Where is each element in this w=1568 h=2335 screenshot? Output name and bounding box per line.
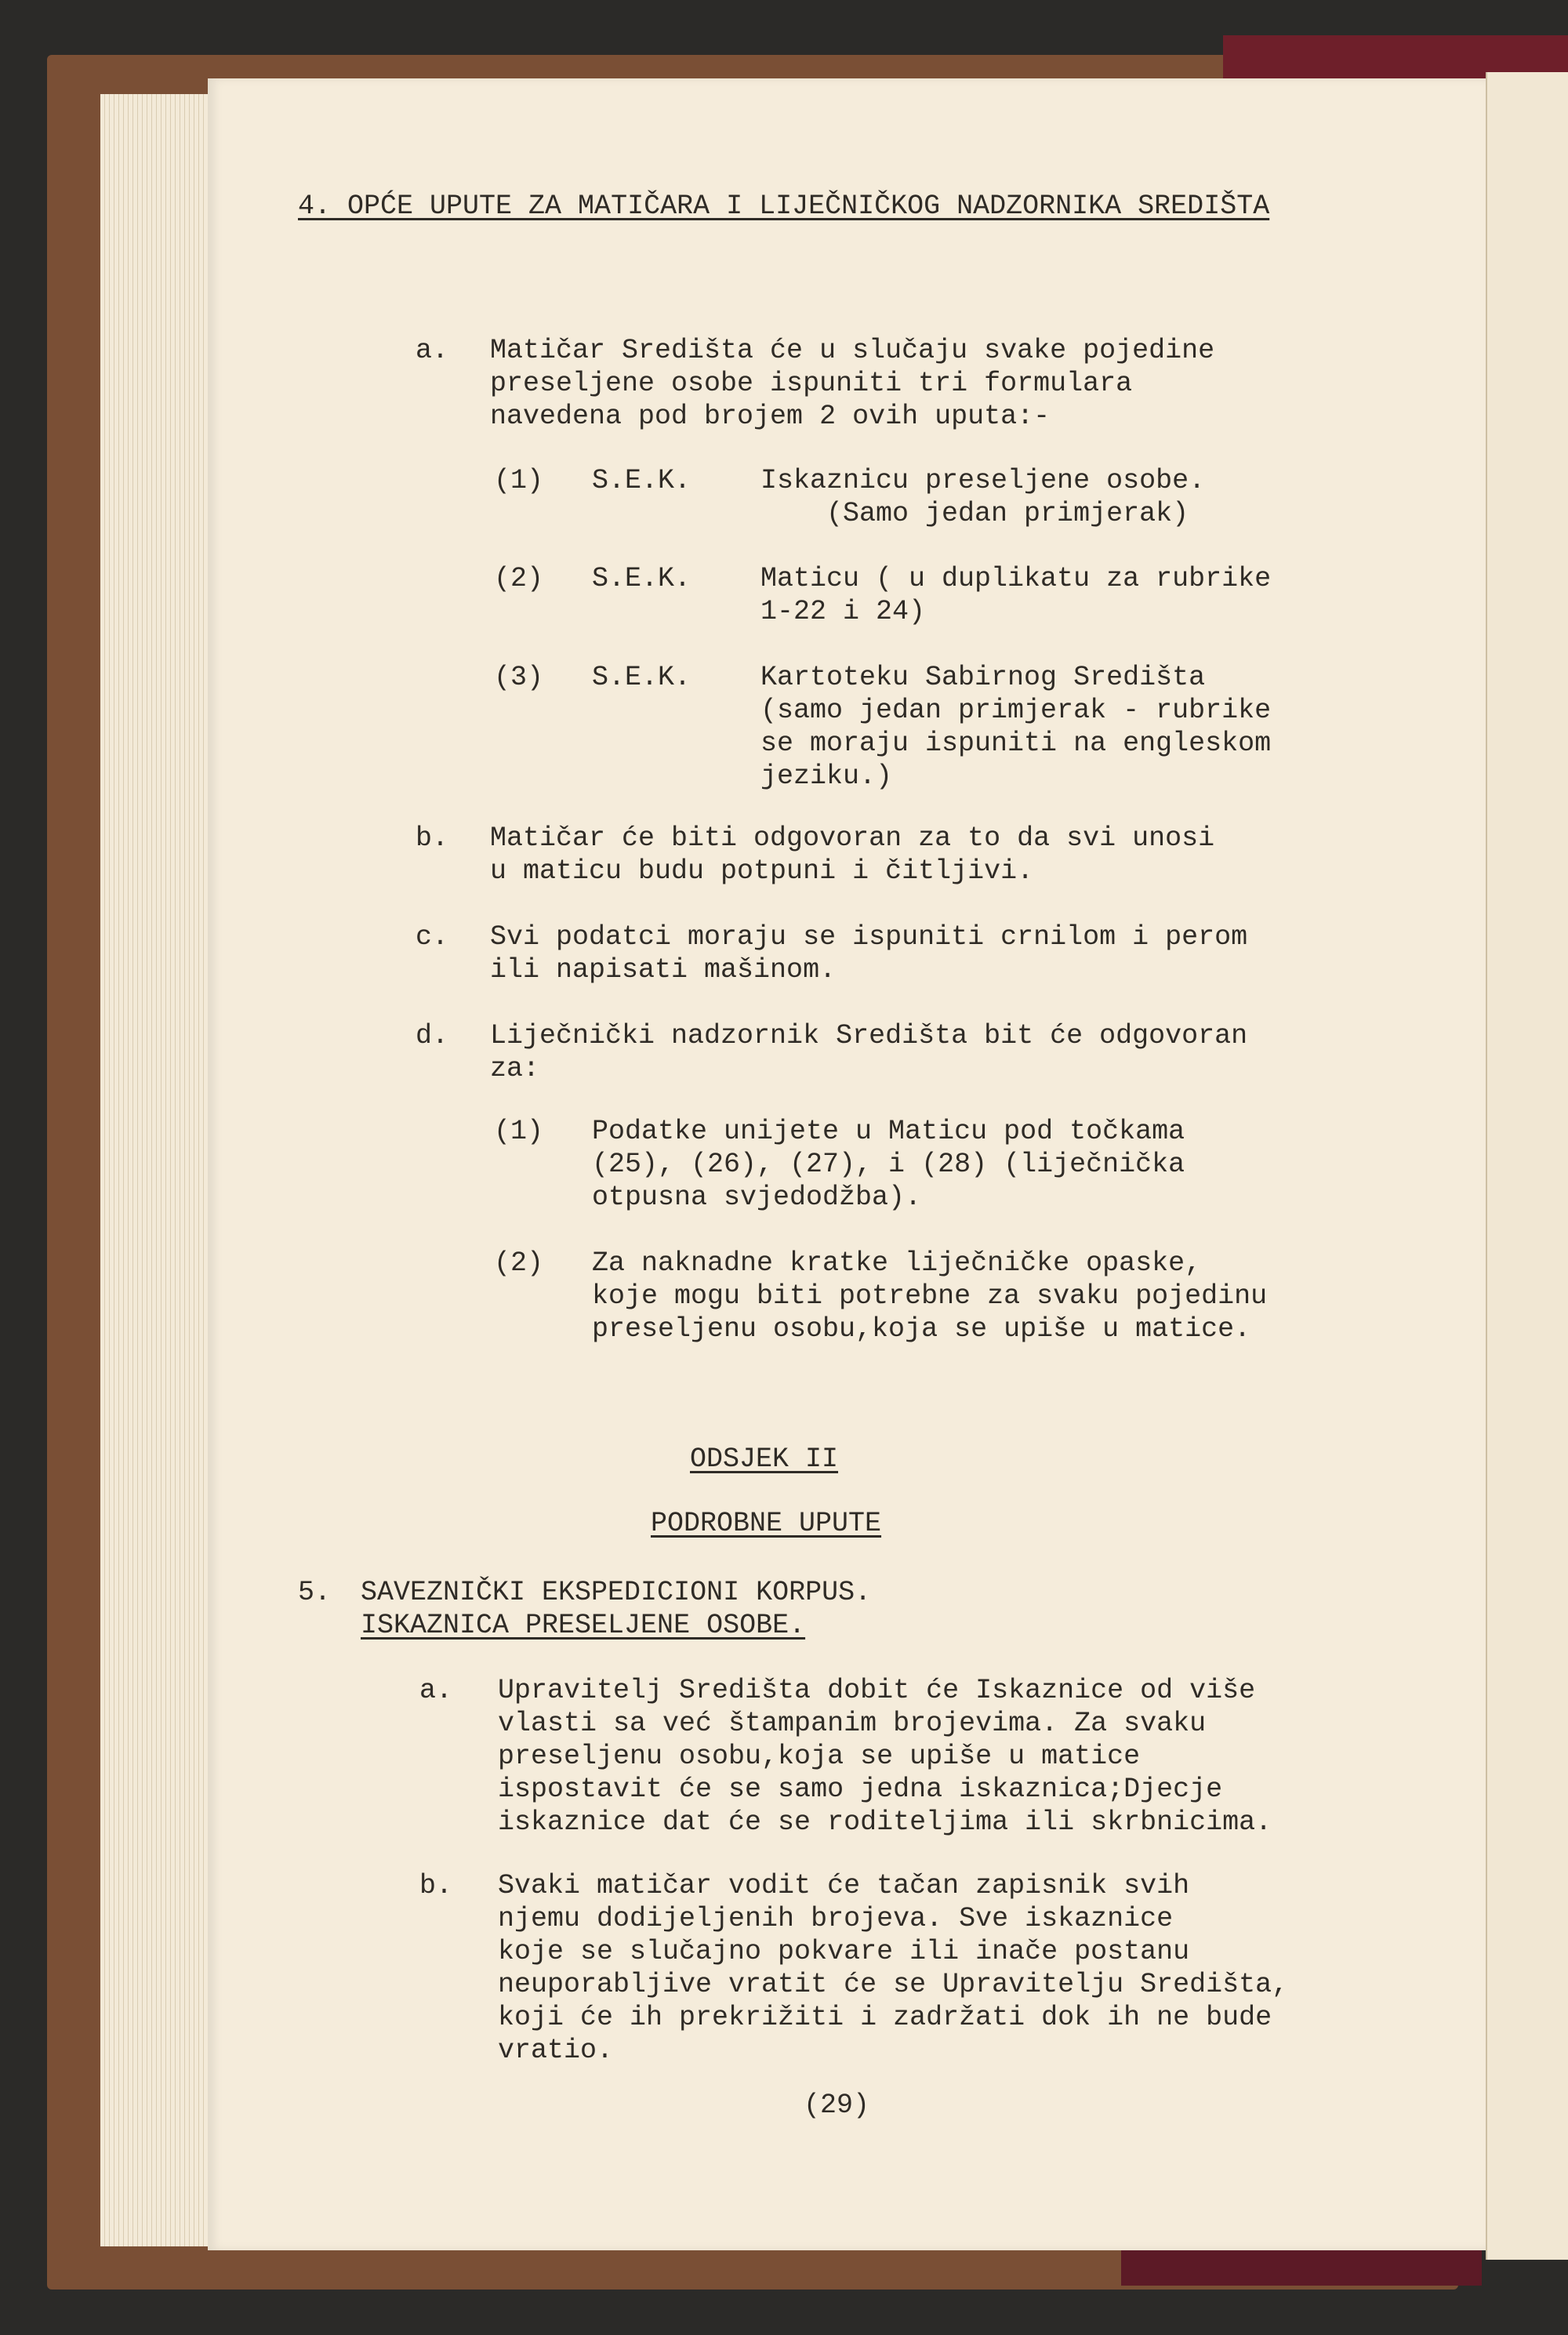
form-3-desc: Kartoteku Sabirnog Središta (samo jedan primjerak - rubrike se moraju ispuniti na engleskom jeziku.): [760, 662, 1272, 792]
item-5a-marker: a.: [419, 1675, 453, 1706]
section-5-number: 5.: [298, 1577, 332, 1608]
item-d-marker: d.: [416, 1020, 449, 1051]
item-5b-marker: b.: [419, 1870, 453, 1901]
item-d2-number: (2): [494, 1247, 544, 1279]
item-d-text: Liječnički nadzornik Središta bit će odgovoran za:: [490, 1020, 1248, 1084]
item-a-text: Matičar Središta će u slučaju svake pojedine preseljene osobe ispuniti tri formulara navedena pod brojem 2 ovih uputa:-: [490, 335, 1215, 432]
facing-page: [1486, 72, 1568, 2260]
form-2-code: S.E.K.: [592, 563, 691, 594]
page-number: (29): [804, 2090, 870, 2121]
section-5-heading-line1: SAVEZNIČKI EKSPEDICIONI KORPUS.: [361, 1577, 872, 1608]
item-d1-number: (1): [494, 1116, 544, 1147]
form-1-number: (1): [494, 465, 544, 496]
item-5b-text: Svaki matičar vodit će tačan zapisnik svih njemu dodijeljenih brojeva. Sve iskaznice koje se slučajno pokvare ili inače postanu neuporabljive vratit će se Upravitelju Središta, koji će ih prekrižiti i zadržati dok ih ne bude vratio.: [498, 1870, 1289, 2066]
document-page: [208, 78, 1486, 2250]
form-1-desc: Iskaznicu preseljene osobe. (Samo jedan primjerak): [760, 465, 1206, 529]
form-2-desc: Maticu ( u duplikatu za rubrike 1-22 i 24): [760, 563, 1272, 627]
form-1-code: S.E.K.: [592, 465, 691, 496]
section-title: ODSJEK II: [690, 1443, 839, 1475]
section-5-heading-line2: ISKAZNICA PRESELJENE OSOBE.: [361, 1610, 806, 1641]
item-d1-text: Podatke unijete u Maticu pod točkama (25), (26), (27), i (28) (liječnička otpusna svjedodžba).: [592, 1116, 1185, 1213]
item-5a-text: Upravitelj Središta dobit će Iskaznice od više vlasti sa već štampanim brojevima. Za svaku preseljenu osobu,koja se upiše u matice ispostavit će se samo jedna iskaznica;Djecje iskaznice dat će se roditeljima ili skrbnicima.: [498, 1675, 1272, 1838]
form-2-number: (2): [494, 563, 544, 594]
form-3-number: (3): [494, 662, 544, 693]
item-b-marker: b.: [416, 823, 449, 854]
section-4-heading: 4. OPĆE UPUTE ZA MATIČARA I LIJEČNIČKOG NADZORNIKA SREDIŠTA: [298, 191, 1270, 222]
item-c-text: Svi podatci moraju se ispuniti crnilom i perom ili napisati mašinom.: [490, 921, 1248, 986]
section-subtitle: PODROBNE UPUTE: [651, 1508, 882, 1539]
item-b-text: Matičar će biti odgovoran za to da svi unosi u maticu budu potpuni i čitljivi.: [490, 823, 1215, 887]
item-c-marker: c.: [416, 921, 449, 953]
item-a-marker: a.: [416, 335, 449, 366]
form-3-code: S.E.K.: [592, 662, 691, 693]
item-d2-text: Za naknadne kratke liječničke opaske, koje mogu biti potrebne za svaku pojedinu preseljenu osobu,koja se upiše u matice.: [592, 1247, 1268, 1345]
